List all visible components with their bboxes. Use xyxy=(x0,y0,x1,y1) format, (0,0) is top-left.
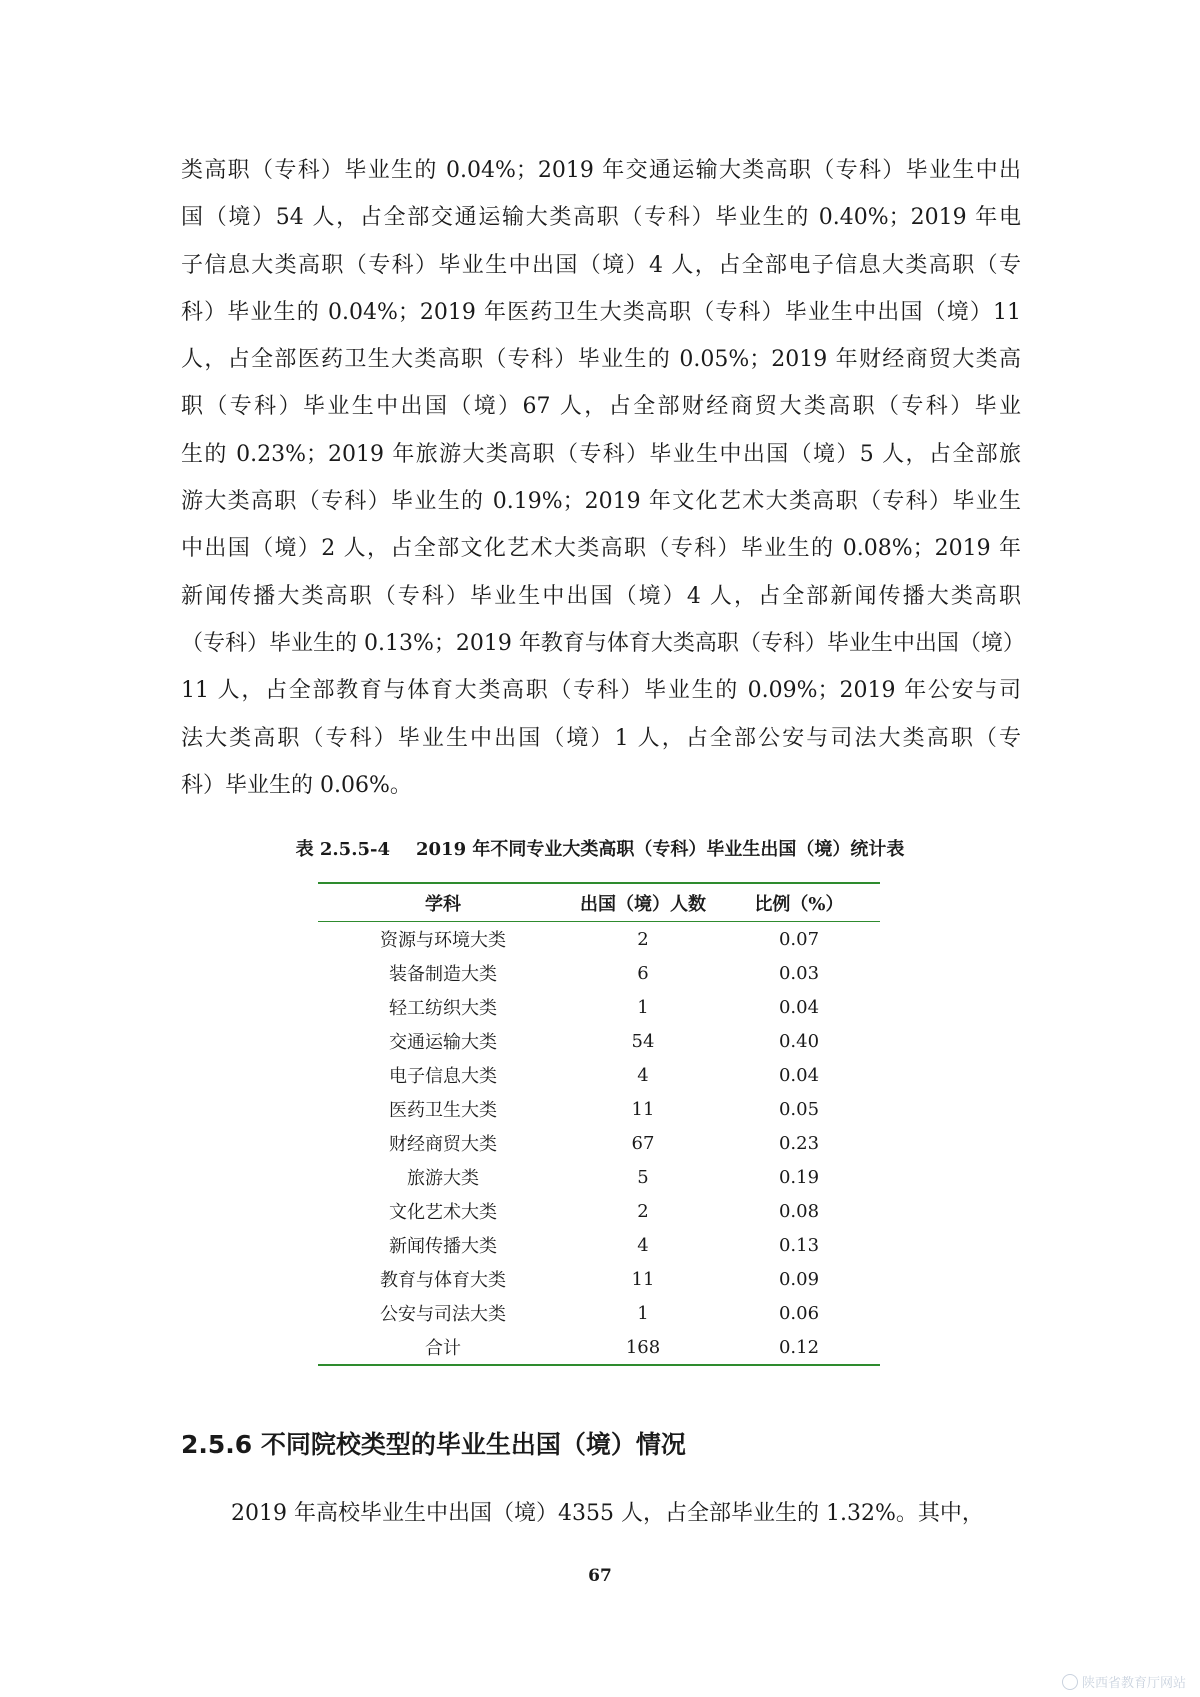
section-heading: 2.5.6 不同院校类型的毕业生出国（境）情况 xyxy=(181,1430,686,1459)
paragraph-line: 子信息大类高职（专科）毕业生中出国（境）4 人，占全部电子信息大类高职（专 xyxy=(181,252,1021,278)
paragraph-line: 人，占全部医药卫生大类高职（专科）毕业生的 0.05%；2019 年财经商贸大类高 xyxy=(181,347,1021,373)
cell-subject: 资源与环境大类 xyxy=(380,930,506,951)
table-body xyxy=(318,922,880,1366)
table-caption-title: 2019 年不同专业大类高职（专科）毕业生出国（境）统计表 xyxy=(416,839,905,860)
cell-subject: 医药卫生大类 xyxy=(389,1100,497,1121)
cell-subject: 文化艺术大类 xyxy=(389,1202,497,1223)
paragraph-line: 生的 0.23%；2019 年旅游大类高职（专科）毕业生中出国（境）5 人，占全部旅 xyxy=(181,441,1021,467)
cell-count: 2 xyxy=(637,1200,649,1222)
paragraph-line: 11 人，占全部教育与体育大类高职（专科）毕业生的 0.09%；2019 年公安与司 xyxy=(181,678,1021,704)
table-row xyxy=(318,1330,880,1365)
cell-subject: 交通运输大类 xyxy=(389,1032,497,1053)
cell-subject: 轻工纺织大类 xyxy=(389,998,497,1019)
cell-subject: 财经商贸大类 xyxy=(389,1134,497,1155)
paragraph-line: （专科）毕业生的 0.13%；2019 年教育与体育大类高职（专科）毕业生中出国（境） xyxy=(181,630,1025,656)
cell-count: 4 xyxy=(637,1234,649,1256)
cell-subject: 旅游大类 xyxy=(407,1168,479,1189)
statistics-table xyxy=(318,882,880,1366)
table-row xyxy=(318,1126,880,1160)
cell-ratio: 0.03 xyxy=(778,962,820,984)
page-number: 67 xyxy=(588,1566,612,1586)
cell-ratio: 0.12 xyxy=(718,1330,880,1365)
paragraph-line: 新闻传播大类高职（专科）毕业生中出国（境）4 人，占全部新闻传播大类高职 xyxy=(181,583,1021,609)
cell-ratio: 0.13 xyxy=(778,1234,820,1256)
paragraph-line: 类高职（专科）毕业生的 0.04%；2019 年交通运输大类高职（专科）毕业生中出 xyxy=(181,158,1021,183)
cell-ratio: 0.09 xyxy=(778,1268,820,1290)
section-paragraph: 2019 年高校毕业生中出国（境）4355 人，占全部毕业生的 1.32%。其中， xyxy=(231,1501,984,1526)
table-row xyxy=(318,1296,880,1330)
paragraph-line: 中出国（境）2 人，占全部文化艺术大类高职（专科）毕业生的 0.08%；2019 年 xyxy=(181,536,1021,562)
paragraph-line: 国（境）54 人，占全部交通运输大类高职（专科）毕业生的 0.40%；2019 年电 xyxy=(181,205,1021,231)
table-row xyxy=(318,1228,880,1262)
paragraph-line: 职（专科）毕业生中出国（境）67 人，占全部财经商贸大类高职（专科）毕业 xyxy=(181,394,1021,420)
table-row xyxy=(318,990,880,1024)
paragraph-line: 游大类高职（专科）毕业生的 0.19%；2019 年文化艺术大类高职（专科）毕业生 xyxy=(181,489,1021,515)
paragraph-line: 科）毕业生的 0.06%。 xyxy=(181,772,412,798)
cell-count: 1 xyxy=(637,1302,649,1324)
paragraph-line: 科）毕业生的 0.04%；2019 年医药卫生大类高职（专科）毕业生中出国（境）11 xyxy=(181,299,1021,325)
watermark-text: 陕西省教育厅网站 xyxy=(1081,1676,1186,1691)
cell-ratio: 0.06 xyxy=(778,1302,820,1324)
table-row xyxy=(318,1024,880,1058)
site-logo-icon xyxy=(1062,1674,1078,1690)
header-ratio: 比例（%） xyxy=(718,883,880,922)
cell-ratio: 0.40 xyxy=(778,1030,820,1052)
cell-count: 11 xyxy=(631,1098,655,1120)
cell-count: 4 xyxy=(637,1064,649,1086)
cell-ratio: 0.04 xyxy=(778,1064,820,1086)
cell-ratio: 0.07 xyxy=(778,928,820,950)
table-row xyxy=(318,1058,880,1092)
header-subject: 学科 xyxy=(318,883,568,922)
table-header-row xyxy=(318,883,880,922)
cell-subject: 装备制造大类 xyxy=(389,964,497,985)
table-row xyxy=(318,956,880,990)
cell-count: 1 xyxy=(637,996,649,1018)
cell-subject: 新闻传播大类 xyxy=(389,1236,497,1257)
cell-count: 6 xyxy=(637,962,649,984)
table-caption xyxy=(0,835,1200,861)
cell-ratio: 0.05 xyxy=(778,1098,820,1120)
cell-count: 67 xyxy=(631,1132,655,1154)
cell-subject: 电子信息大类 xyxy=(389,1066,497,1087)
table-row xyxy=(318,1262,880,1296)
body-paragraph xyxy=(181,147,1025,809)
cell-count: 168 xyxy=(568,1330,718,1365)
cell-ratio: 0.04 xyxy=(778,996,820,1018)
cell-subject: 合计 xyxy=(318,1330,568,1365)
table-caption-number: 表 2.5.5-4 xyxy=(295,839,390,860)
cell-subject: 教育与体育大类 xyxy=(380,1270,506,1291)
paragraph-line: 法大类高职（专科）毕业生中出国（境）1 人，占全部公安与司法大类高职（专 xyxy=(181,725,1021,751)
cell-ratio: 0.19 xyxy=(778,1166,820,1188)
table-row xyxy=(318,1194,880,1228)
cell-count: 54 xyxy=(631,1030,655,1052)
cell-ratio: 0.23 xyxy=(778,1132,820,1154)
table-row xyxy=(318,922,880,957)
header-count: 出国（境）人数 xyxy=(568,883,718,922)
table-row xyxy=(318,1160,880,1194)
watermark xyxy=(1062,1672,1186,1691)
cell-count: 5 xyxy=(637,1166,649,1188)
cell-count: 2 xyxy=(637,928,649,950)
cell-count: 11 xyxy=(631,1268,655,1290)
cell-ratio: 0.08 xyxy=(778,1200,820,1222)
table-row xyxy=(318,1092,880,1126)
cell-subject: 公安与司法大类 xyxy=(380,1304,506,1325)
